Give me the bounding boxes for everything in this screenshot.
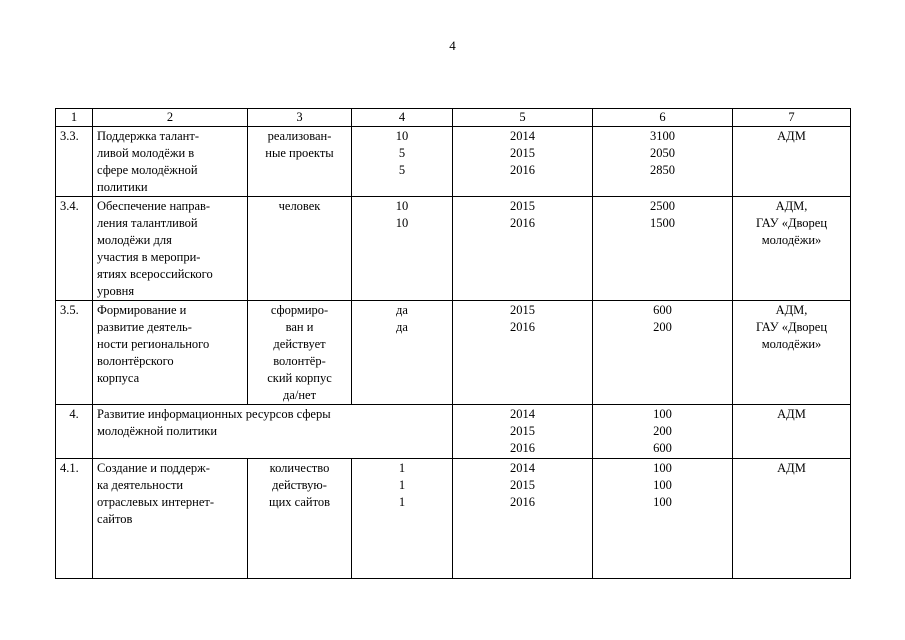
executor: АДМ bbox=[733, 459, 851, 579]
years: 2014 2015 2016 bbox=[453, 405, 593, 459]
program-table bbox=[55, 108, 851, 579]
funding-amount: 100 100 100 bbox=[593, 459, 733, 579]
funding-amount: 100 200 600 bbox=[593, 405, 733, 459]
row-number: 3.3. bbox=[56, 127, 93, 197]
years: 2015 2016 bbox=[453, 197, 593, 301]
executor: АДМ bbox=[733, 127, 851, 197]
measure-name: Формирование и развитие деятель- ности регионального волонтёрского корпуса bbox=[93, 301, 248, 405]
funding-amount: 2500 1500 bbox=[593, 197, 733, 301]
table-row bbox=[56, 405, 851, 459]
table-header-row bbox=[56, 109, 851, 127]
column-header: 7 bbox=[733, 109, 851, 127]
column-header: 4 bbox=[352, 109, 453, 127]
measure-name: Поддержка талант- ливой молодёжи в сфере молодёжной политики bbox=[93, 127, 248, 197]
column-header: 6 bbox=[593, 109, 733, 127]
years: 2014 2015 2016 bbox=[453, 127, 593, 197]
table-row bbox=[56, 301, 851, 405]
table-row bbox=[56, 459, 851, 579]
indicator-value: 1 1 1 bbox=[352, 459, 453, 579]
measure-name: Развитие информационных ресурсов сферы молодёжной политики bbox=[93, 405, 453, 459]
indicator-value: да да bbox=[352, 301, 453, 405]
indicator-unit: человек bbox=[248, 197, 352, 301]
funding-amount: 3100 2050 2850 bbox=[593, 127, 733, 197]
row-number: 4.1. bbox=[56, 459, 93, 579]
row-number: 4. bbox=[56, 405, 93, 459]
page-number: 4 bbox=[449, 38, 456, 53]
executor: АДМ bbox=[733, 405, 851, 459]
indicator-unit: количество действую- щих сайтов bbox=[248, 459, 352, 579]
column-header: 1 bbox=[56, 109, 93, 127]
indicator-value: 10 10 bbox=[352, 197, 453, 301]
indicator-unit: сформиро- ван и действует волонтёр- ский корпус да/нет bbox=[248, 301, 352, 405]
table-row bbox=[56, 197, 851, 301]
funding-amount: 600 200 bbox=[593, 301, 733, 405]
column-header: 3 bbox=[248, 109, 352, 127]
measure-name: Обеспечение направ- ления талантливой молодёжи для участия в меропри- ятиях всероссийского уровня bbox=[93, 197, 248, 301]
indicator-value: 10 5 5 bbox=[352, 127, 453, 197]
row-number: 3.4. bbox=[56, 197, 93, 301]
indicator-unit: реализован- ные проекты bbox=[248, 127, 352, 197]
measure-name: Создание и поддерж- ка деятельности отраслевых интернет- сайтов bbox=[93, 459, 248, 579]
table-row bbox=[56, 127, 851, 197]
executor: АДМ, ГАУ «Дворец молодёжи» bbox=[733, 301, 851, 405]
column-header: 2 bbox=[93, 109, 248, 127]
row-number: 3.5. bbox=[56, 301, 93, 405]
column-header: 5 bbox=[453, 109, 593, 127]
years: 2014 2015 2016 bbox=[453, 459, 593, 579]
years: 2015 2016 bbox=[453, 301, 593, 405]
executor: АДМ, ГАУ «Дворец молодёжи» bbox=[733, 197, 851, 301]
